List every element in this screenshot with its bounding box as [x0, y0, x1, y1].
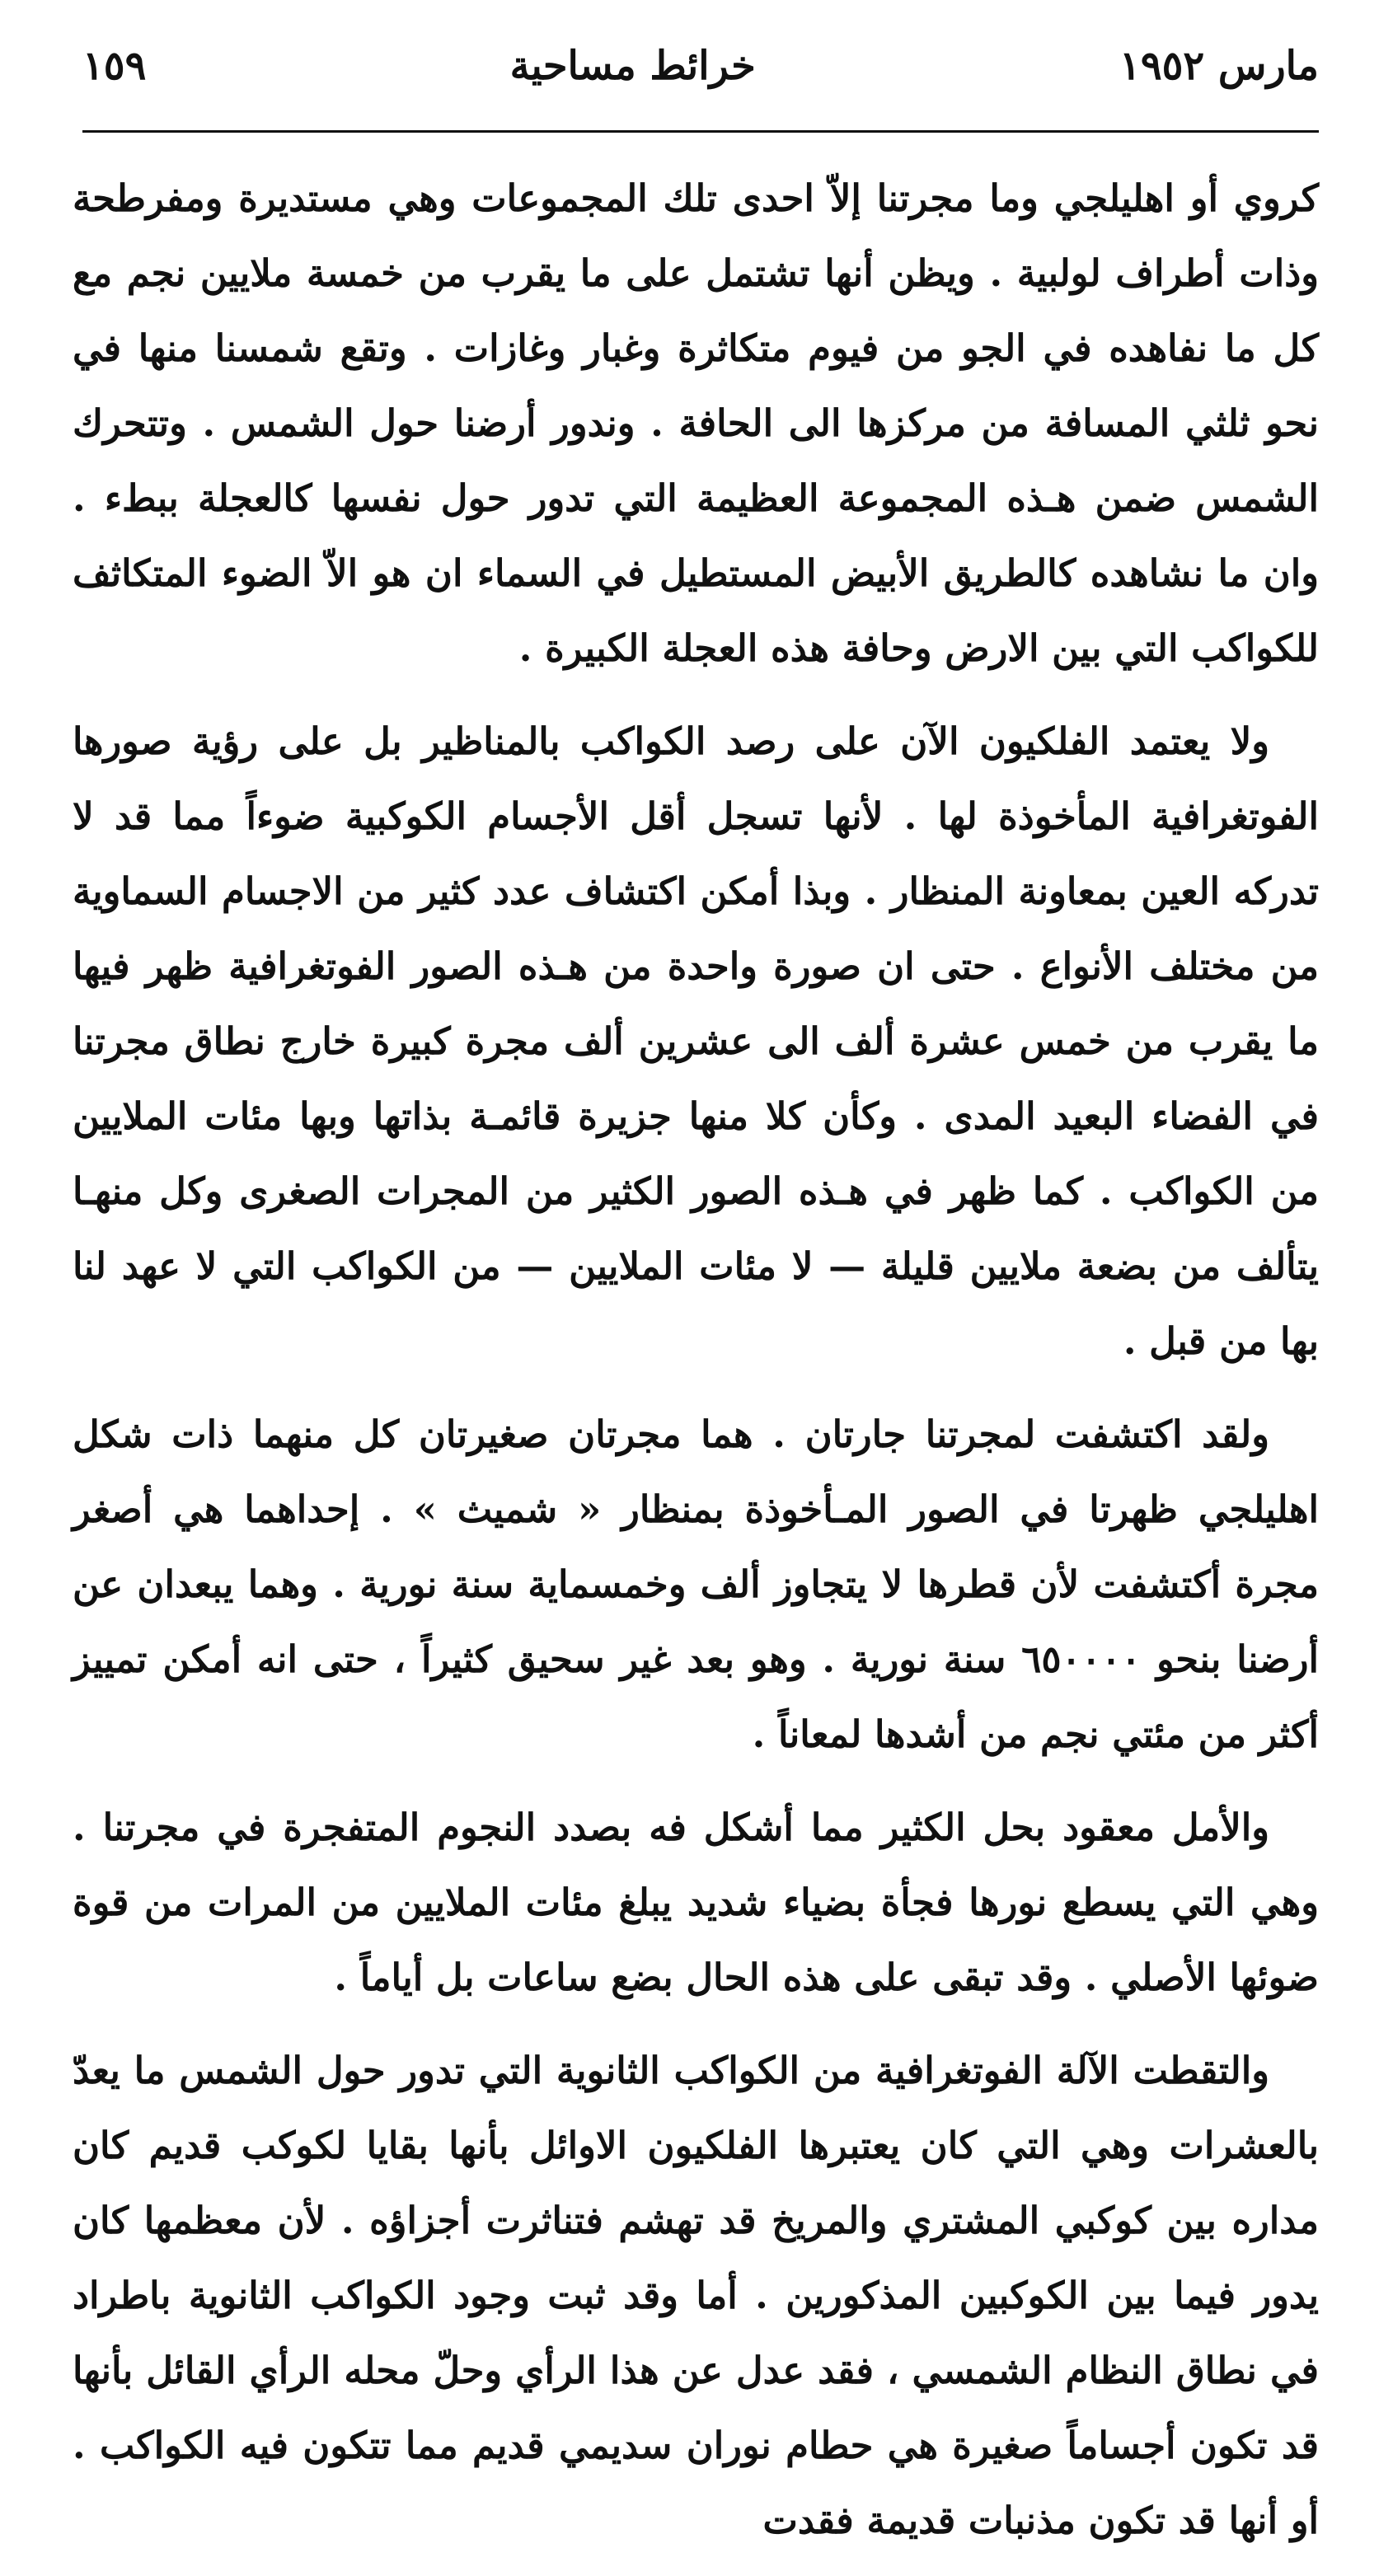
header-title: خرائط مساحية	[509, 43, 756, 89]
page-header	[82, 33, 1319, 99]
paragraph: والتقطت الآلة الفوتغرافية من الكواكب الثانوية التي تدور حول الشمس ما يعدّ بالعشرات وهي التي كان يعتبرها الفلكيون الاوائل بأنها بقايا لكوكب قديم كان مداره بين كوكبي المشتري والمريخ قد تهشم فتناثرت أجزاؤه . لأن معظمها كان يدور فيما بين الكوكبين المذكورين . أما وقد ثبت وجود الكواكب الثانوية باطراد في نطاق النظام الشمسي ، فقد عدل عن هذا الرأي وحلّ محله الرأي القائل بأنها قد تكون أجساماً صغيرة هي حطام نوران سديمي قديم مما تتكون فيه الكواكب . أو أنها قد تكون مذنبات قديمة فقدت	[73, 2049, 1319, 2542]
article-body	[73, 161, 1319, 2576]
paragraph: والأمل معقود بحل الكثير مما أشكل فه بصدد النجوم المتفجرة في مجرتنا . وهي التي يسطع نورها فجأة بضياء شديد يبلغ مئات الملايين من المرات من قوة ضوئها الأصلي . وقد تبقى على هذه الحال بضع ساعات بل أياماً .	[73, 1806, 1319, 1999]
paragraph: كروي أو اهليلجي وما مجرتنا إلاّ احدى تلك المجموعات وهي مستديرة ومفرطحة وذات أطراف لولبية . ويظن أنها تشتمل على ما يقرب من خمسة ملايين نجم مع كل ما نفاهده في الجو من فيوم متكاثرة وغبار وغازات . وتقع شمسنا منها في نحو ثلثي المسافة من مركزها الى الحافة . وندور أرضنا حول الشمس . وتتحرك الشمس ضمن هـذه المجموعة العظيمة التي تدور حول نفسها كالعجلة ببطء . وان ما نشاهده كالطريق الأبيض المستطيل في السماء ان هو الاّ الضوء المتكاثف للكواكب التي بين الارض وحافة هذه العجلة الكبيرة .	[73, 176, 1319, 670]
header-date: مارس ١٩٥٢	[1119, 43, 1319, 89]
paragraph: ولقد اكتشفت لمجرتنا جارتان . هما مجرتان صغيرتان كل منهما ذات شكل اهليلجي ظهرتا في الصور المـأخوذة بمنظار « شميث » . إحداهما هي أصغر مجرة أكتشفت لأن قطرها لا يتجاوز ألف وخمسماية سنة نورية . وهما يبعدان عن أرضنا بنحو ٦٥٠٠٠٠ سنة نورية . وهو بعد غير سحيق كثيراً ، حتى انه أمكن تمييز أكثر من مئتي نجم من أشدها لمعاناً .	[73, 1412, 1320, 1756]
page-number: ١٥٩	[82, 43, 147, 89]
paragraph: ولا يعتمد الفلكيون الآن على رصد الكواكب بالمناظير بل على رؤية صورها الفوتغرافية المأخوذة لها . لأنها تسجل أقل الأجسام الكوكبية ضوءاً مما قد لا تدركه العين بمعاونة المنظار . وبذا أمكن اكتشاف عدد كثير من الاجسام السماوية من مختلف الأنواع . حتى ان صورة واحدة من هـذه الصور الفوتغرافية ظهر فيها ما يقرب من خمس عشرة ألف الى عشرين ألف مجرة كبيرة خارج نطاق مجرتنا في الفضاء البعيد المدى . وكأن كلا منها جزيرة قائمـة بذاتها وبها مئات الملايين من الكواكب . كما ظهر في هـذه الصور الكثير من المجرات الصغرى وكل منهـا يتألف من بضعة ملايين قليلة — لا مئات الملايين — من الكواكب التي لا عهد لنا بها من قبل .	[73, 719, 1319, 1363]
header-rule	[82, 130, 1319, 133]
